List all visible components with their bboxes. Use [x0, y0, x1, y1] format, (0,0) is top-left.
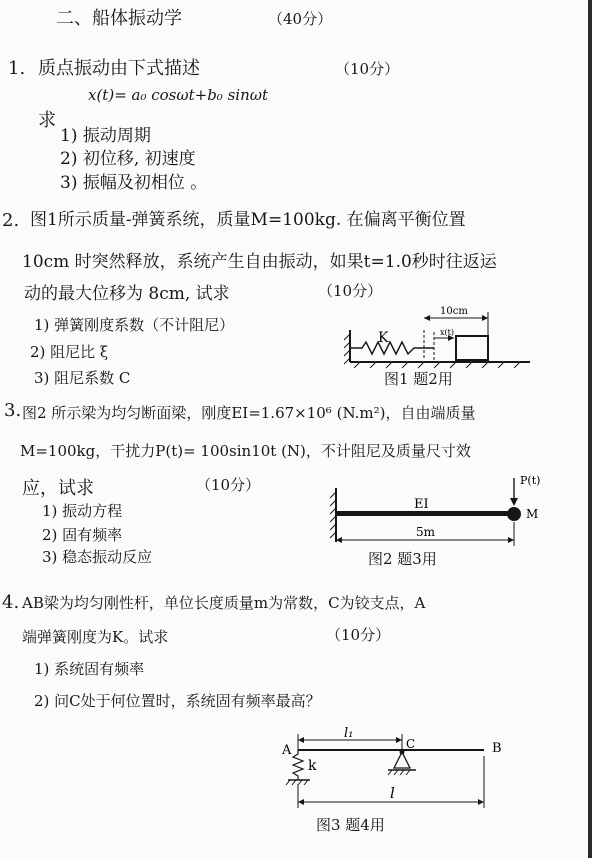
fig1-x-label: x(t) [440, 328, 454, 337]
fig3-l1-label: l₁ [344, 726, 354, 741]
q4-item-2: 2) 问C处于何位置时，系统固有频率最高？ [34, 692, 321, 710]
q2-item-3: 3) 阻尼系数 C [34, 369, 131, 387]
fig1-dim-label: 10cm [440, 306, 468, 317]
q3-item-3: 3) 稳态振动反应 [42, 548, 153, 566]
q4-number: 4. [2, 592, 20, 613]
figure-2-cantilever [320, 470, 550, 550]
q3-item-2: 2) 固有频率 [42, 526, 123, 544]
q2-number: 2. [2, 210, 20, 231]
q4-points: （10分） [326, 626, 391, 644]
fig3-a-label: A [282, 743, 292, 758]
q2-item-1: 1) 弹簧刚度系数（不计阻尼） [34, 316, 235, 334]
q3-line-3: 应，试求 [22, 478, 94, 499]
fig2-ei-label: EI [414, 497, 429, 512]
fig3-caption: 图3 题4用 [316, 816, 385, 834]
q1-item-3: 3) 振幅及初相位 。 [60, 173, 208, 193]
fig3-b-label: B [492, 741, 502, 756]
q3-line-1: 图2 所示梁为均匀断面梁，刚度EI=1.67×10⁶ (N.m²)，自由端质量 [22, 404, 476, 422]
fig1-caption: 图1 题2用 [384, 370, 453, 388]
q4-item-1: 1) 系统固有频率 [34, 660, 145, 678]
fig3-c-label: C [406, 737, 416, 751]
q1-text: 质点振动由下式描述 [38, 58, 200, 79]
fig3-k-label: k [308, 758, 317, 774]
q3-points: （10分） [196, 476, 261, 494]
figure-1-mass-spring [340, 300, 540, 372]
q1-number: 1. [8, 58, 26, 79]
page-title: 二、船体振动学 [56, 8, 182, 29]
q1-points: （10分） [335, 60, 400, 78]
q1-item-1: 1) 振动周期 [60, 126, 151, 146]
page-edge-shadow [588, 0, 592, 858]
fig3-l-label: l [390, 784, 395, 802]
q2-points: （10分） [318, 282, 383, 300]
q1-ask: 求 [38, 110, 56, 131]
title-points: （40分） [268, 10, 333, 28]
q4-line-1: AB梁为均匀刚性杆，单位长度质量m为常数，C为铰支点，A [22, 594, 426, 612]
q2-line-2: 10cm 时突然释放，系统产生自由振动，如果t=1.0秒时往返运 [22, 252, 497, 272]
fig2-force-label: P(t) [520, 474, 541, 487]
fig1-spring-label: K [378, 330, 389, 346]
q2-item-2: 2) 阻尼比 ξ [30, 343, 109, 361]
fig2-mass-label: M [526, 507, 539, 521]
figure-3-rigid-bar [280, 726, 510, 826]
q1-item-2: 2) 初位移, 初速度 [60, 149, 196, 169]
q2-line-3: 动的最大位移为 8cm, 试求 [24, 284, 230, 304]
q4-line-2: 端弹簧刚度为K。试求 [22, 628, 169, 646]
q3-line-2: M=100kg，干扰力P(t)= 100sin10t (N)，不计阻尼及质量尺寸效 [20, 442, 471, 460]
q1-formula: x(t)= a₀ cosωt+b₀ sinωt [88, 86, 269, 104]
fig2-caption: 图2 题3用 [368, 550, 437, 568]
q3-number: 3. [4, 400, 22, 421]
q3-item-1: 1) 振动方程 [42, 502, 123, 520]
q2-line-1: 图1所示质量-弹簧系统，质量M=100kg. 在偏离平衡位置 [30, 210, 466, 230]
fig2-length-label: 5m [416, 525, 436, 539]
